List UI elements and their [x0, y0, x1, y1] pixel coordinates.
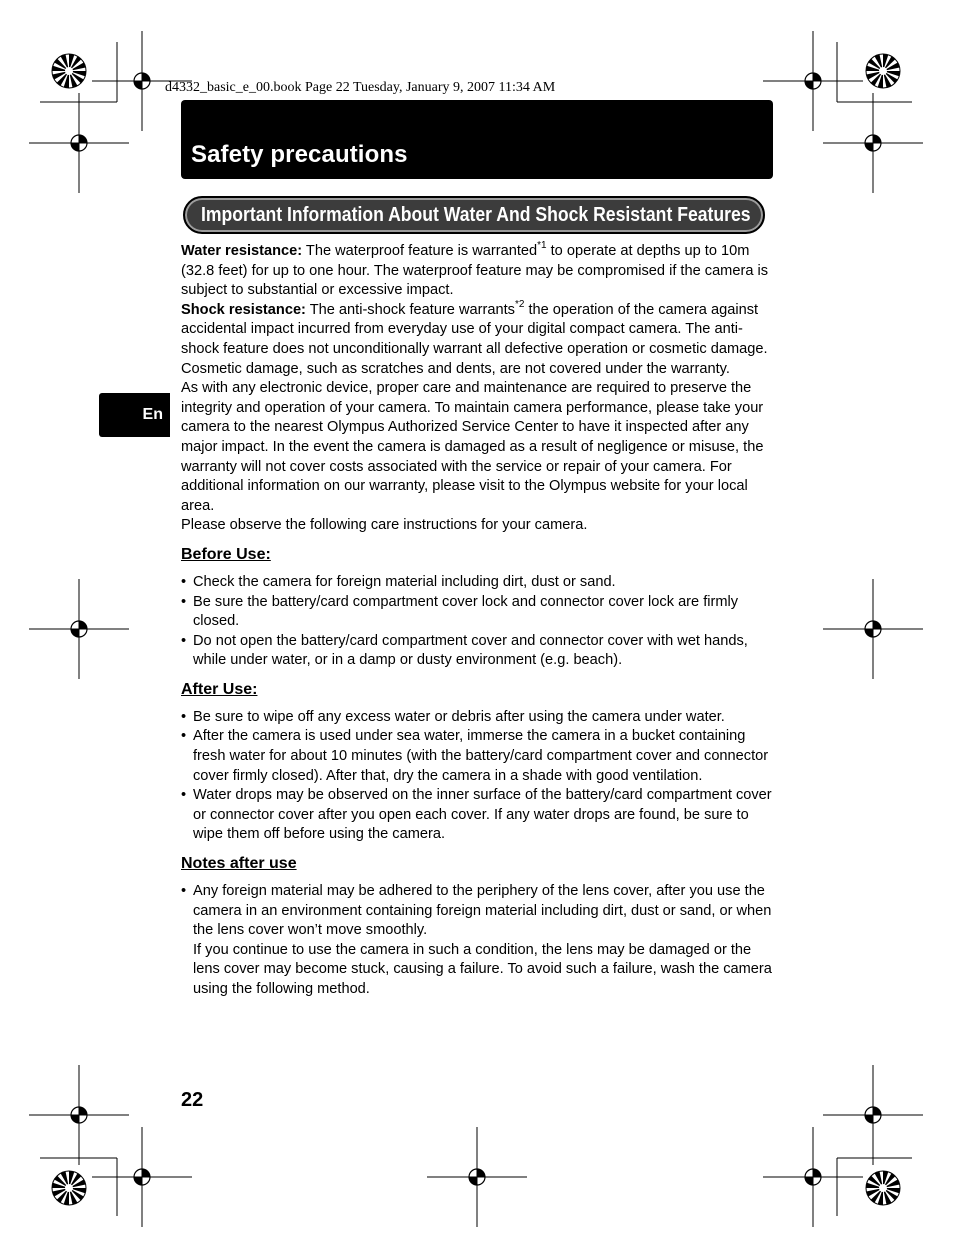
list-item: • Water drops may be observed on the inner surface of the battery/card compartment cover or connector cover after you open each cover. If any water drops are found, be sure to wipe them off before using the camera. [181, 786, 773, 845]
notes-paragraph-2: If you continue to use the camera in such a condition, the lens may be damaged or the lens cover may become stuck, causing a failure. To avoid such a failure, wash the camera using the following method. [193, 941, 772, 997]
page-number: 22 [181, 1089, 204, 1111]
list-item: • After the camera is used under sea water, immerse the camera in a bucket containing fresh water for about 10 minutes (with the battery/card compartment cover and connector cover firmly closed). After that, dry the camera in a shade with good ventilation. [181, 727, 773, 786]
list-item: • Do not open the battery/card compartment cover and connector cover with wet hands, while under water, or in a damp or dusty environment (e.g. beach). [181, 632, 773, 671]
observe-line: Please observe the following care instructions for your camera. [181, 517, 588, 534]
print-header: d4332_basic_e_00.book Page 22 Tuesday, January 9, 2007 11:34 AM [165, 80, 556, 95]
footnote-ref-1: *1 [537, 240, 547, 252]
list-item: • Be sure the battery/card compartment cover lock and connector cover lock are firmly closed. [181, 593, 773, 632]
after-use-heading: After Use: [181, 680, 258, 698]
title-bar [181, 100, 773, 179]
before-use-heading: Before Use: [181, 545, 271, 563]
notes-after-use-heading: Notes after use [181, 855, 297, 873]
section-banner-text: Important Information About Water And Shock Resistant Features [201, 204, 751, 226]
language-tab [99, 393, 170, 437]
shock-resistance-paragraph [181, 298, 773, 379]
before-use-list [181, 573, 773, 671]
water-text-b: to operate at depths up to 10m (32.8 feet) for up to one hour. The waterproof feature may be compromised if the camera is subject to substantial or excessive impact. [181, 243, 769, 299]
section-banner [183, 196, 765, 234]
list-item: • Be sure to wipe off any excess water or debris after using the camera under water. [181, 708, 773, 728]
water-resistance-label: Water resistance: [181, 243, 303, 259]
language-tab-label: En [142, 406, 163, 423]
page-title: Safety precautions [191, 141, 408, 168]
list-item: • Check the camera for foreign material including dirt, dust or sand. [181, 573, 773, 593]
notes-after-use-list [181, 882, 773, 1000]
shock-resistance-label: Shock resistance: [181, 301, 306, 318]
shock-text-a: The anti-shock feature warrants [305, 301, 515, 318]
care-paragraph: As with any electronic device, proper care and maintenance are required to preserve the integrity and operation of your camera. To maintain camera performance, please take your camera to the nearest Olympus Authorized Service Center to have it inspected after any major impact. In the event the camera is damaged as a result of negligence or misuse, the warranty will not cover costs associated with the service or repair of your camera. For additional information on our warranty, please visit to the Olympus website for your local area. [181, 380, 764, 514]
water-text-a: The waterproof feature is warranted [302, 243, 538, 259]
water-resistance-paragraph [181, 242, 773, 301]
after-use-list [181, 708, 773, 845]
shock-text-b: the operation of the camera against accidental impact incurred from everyday use of your digital compact camera. The anti-shock feature does not unconditionally warrant all defective operation or cosmetic damage. Cosmetic damage, such as scratches and dents, are not covered under the warranty. [181, 301, 768, 377]
notes-paragraph-1: • Any foreign material may be adhered to the periphery of the lens cover, after you use the camera in an environment containing foreign material including dirt, dust or sand, or when the lens cover won’t move smoothly. [193, 883, 772, 939]
main-content [181, 242, 773, 1000]
list-item [181, 882, 773, 1000]
footnote-ref-2: *2 [514, 298, 525, 310]
